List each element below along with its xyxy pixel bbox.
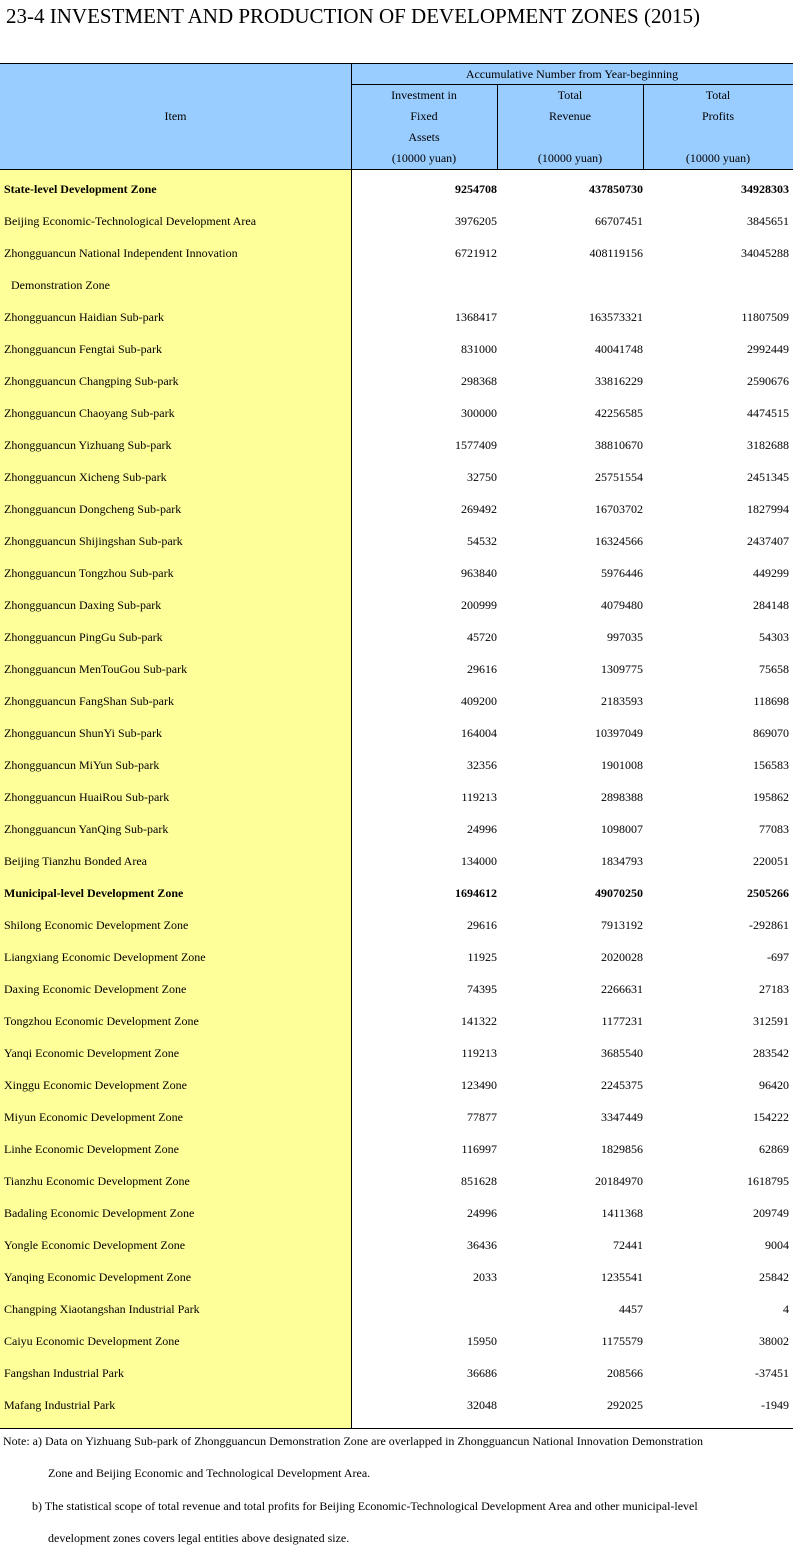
table-row [0, 589, 793, 621]
row-value-2: 3685540 [601, 1046, 643, 1060]
row-item-label: Fangshan Industrial Park [4, 1366, 124, 1380]
header-col1-line4: (10000 yuan) [391, 151, 457, 165]
row-item-label: Zhongguancun Haidian Sub-park [4, 310, 164, 324]
row-value-1: 32048 [467, 1398, 497, 1412]
header-col1-line2: Fixed [410, 109, 438, 123]
row-item-label: Demonstration Zone [11, 278, 110, 292]
row-value-2: 1411368 [601, 1206, 643, 1220]
row-value-1: 24996 [467, 822, 497, 836]
row-value-3: 11807509 [741, 310, 789, 324]
header-col2-line2: Revenue [549, 109, 591, 123]
header-col3-line1: Total [705, 88, 731, 102]
row-item-label: Zhongguancun Chaoyang Sub-park [4, 406, 175, 420]
row-value-1: 2033 [473, 1270, 497, 1284]
row-value-3: 62869 [759, 1142, 789, 1156]
row-value-1: 134000 [461, 854, 497, 868]
page-title: 23-4 INVESTMENT AND PRODUCTION OF DEVELOPMENT ZONES (2015) [6, 4, 700, 28]
row-value-1: 409200 [461, 694, 497, 708]
row-value-1: 298368 [461, 374, 497, 388]
table-row [0, 525, 793, 557]
row-value-2: 1309775 [601, 662, 643, 676]
table-row [0, 1133, 793, 1165]
table-row [0, 1389, 793, 1421]
row-value-2: 1177231 [601, 1014, 643, 1028]
row-value-1: 24996 [467, 1206, 497, 1220]
row-value-2: 5976446 [601, 566, 643, 580]
row-value-1: 851628 [461, 1174, 497, 1188]
table-row [0, 1229, 793, 1261]
header-group-label: Accumulative Number from Year-beginning [465, 67, 679, 81]
row-value-1: 164004 [461, 726, 497, 740]
row-value-1: 74395 [467, 982, 497, 996]
row-value-1: 45720 [467, 630, 497, 644]
note-b-line2: development zones covers legal entities above designated size. [48, 1531, 350, 1545]
row-value-1: 963840 [461, 566, 497, 580]
row-item-label: Daxing Economic Development Zone [4, 982, 187, 996]
row-value-3: 9004 [765, 1238, 789, 1252]
row-value-1: 1577409 [455, 438, 497, 452]
row-item-label: State-level Development Zone [4, 182, 157, 196]
row-item-label: Zhongguancun ShunYi Sub-park [4, 726, 162, 740]
header-col2-line3: (10000 yuan) [537, 151, 603, 165]
row-value-3: 38002 [759, 1334, 789, 1348]
row-value-1: 29616 [467, 918, 497, 932]
row-value-1: 32750 [467, 470, 497, 484]
row-value-3: 27183 [759, 982, 789, 996]
rule-group [351, 84, 793, 85]
row-item-label: Zhongguancun Dongcheng Sub-park [4, 502, 182, 516]
row-value-3: 312591 [753, 1014, 789, 1028]
row-value-2: 3347449 [601, 1110, 643, 1124]
row-value-1: 200999 [461, 598, 497, 612]
row-value-2: 163573321 [589, 310, 643, 324]
row-item-label: Miyun Economic Development Zone [4, 1110, 183, 1124]
row-value-2: 437850730 [589, 182, 643, 196]
row-value-1: 15950 [467, 1334, 497, 1348]
row-item-label: Zhongguancun Tongzhou Sub-park [4, 566, 174, 580]
table-row [0, 877, 793, 909]
row-value-1: 300000 [461, 406, 497, 420]
row-item-label: Caiyu Economic Development Zone [4, 1334, 180, 1348]
row-value-1: 269492 [461, 502, 497, 516]
row-value-2: 2245375 [601, 1078, 643, 1092]
row-value-3: 4474515 [747, 406, 789, 420]
table-row [0, 845, 793, 877]
row-value-3: 3845651 [747, 214, 789, 228]
row-value-3: 54303 [759, 630, 789, 644]
row-value-3: 284148 [753, 598, 789, 612]
row-item-label: Badaling Economic Development Zone [4, 1206, 195, 1220]
row-item-label: Zhongguancun MenTouGou Sub-park [4, 662, 188, 676]
table-row [0, 397, 793, 429]
row-value-2: 33816229 [595, 374, 643, 388]
row-item-label: Zhongguancun Changping Sub-park [4, 374, 179, 388]
row-value-3: 449299 [753, 566, 789, 580]
row-value-3: 118698 [753, 694, 789, 708]
row-value-3: 34928303 [741, 182, 789, 196]
table-row [0, 1293, 793, 1325]
table-row [0, 1197, 793, 1229]
row-value-1: 77877 [467, 1110, 497, 1124]
table-row [0, 269, 793, 301]
table-row [0, 813, 793, 845]
header-col3-line3: (10000 yuan) [685, 151, 751, 165]
row-value-3: 2992449 [747, 342, 789, 356]
row-item-label: Zhongguancun MiYun Sub-park [4, 758, 160, 772]
row-value-1: 54532 [467, 534, 497, 548]
row-item-label: Municipal-level Development Zone [4, 886, 184, 900]
row-value-1: 1694612 [455, 886, 497, 900]
row-value-1: 123490 [461, 1078, 497, 1092]
note-a-line2: Zone and Beijing Economic and Technological Development Area. [48, 1466, 371, 1480]
row-value-1: 3976205 [455, 214, 497, 228]
header-col2-line1: Total [557, 88, 583, 102]
row-value-2: 997035 [607, 630, 643, 644]
row-item-label: Yanqi Economic Development Zone [4, 1046, 180, 1060]
row-value-2: 208566 [607, 1366, 643, 1380]
row-item-label: Zhongguancun Xicheng Sub-park [4, 470, 167, 484]
row-value-2: 7913192 [601, 918, 643, 932]
row-value-1: 119213 [461, 790, 497, 804]
row-value-2: 2266631 [601, 982, 643, 996]
row-item-label: Zhongguancun Daxing Sub-park [4, 598, 162, 612]
row-value-2: 10397049 [595, 726, 643, 740]
table-row [0, 653, 793, 685]
header-col2 [497, 85, 643, 169]
row-item-label: Mafang Industrial Park [4, 1398, 116, 1412]
table-row [0, 685, 793, 717]
row-value-2: 2898388 [601, 790, 643, 804]
row-value-2: 66707451 [595, 214, 643, 228]
row-value-3: -292861 [749, 918, 789, 932]
row-item-label: Zhongguancun PingGu Sub-park [4, 630, 163, 644]
rule-col-divider-1 [497, 84, 498, 169]
row-value-3: 77083 [759, 822, 789, 836]
row-value-2: 408119156 [589, 246, 643, 260]
table-row [0, 237, 793, 269]
row-item-label: Liangxiang Economic Development Zone [4, 950, 206, 964]
table-row [0, 1069, 793, 1101]
table-row [0, 621, 793, 653]
header-col1-line1: Investment in [391, 88, 457, 102]
row-item-label: Xinggu Economic Development Zone [4, 1078, 187, 1092]
header-col3 [643, 85, 793, 169]
row-value-2: 25751554 [595, 470, 643, 484]
rule-top [0, 63, 793, 64]
row-value-3: 3182688 [747, 438, 789, 452]
row-value-2: 1235541 [601, 1270, 643, 1284]
row-item-label: Yanqing Economic Development Zone [4, 1270, 192, 1284]
row-value-3: 869070 [753, 726, 789, 740]
header-item-label: Item [164, 109, 187, 123]
row-value-1: 141322 [461, 1014, 497, 1028]
row-value-1: 11925 [467, 950, 497, 964]
row-value-1: 831000 [461, 342, 497, 356]
table-row [0, 205, 793, 237]
table-row [0, 461, 793, 493]
row-item-label: Linhe Economic Development Zone [4, 1142, 179, 1156]
row-item-label: Zhongguancun HuaiRou Sub-park [4, 790, 170, 804]
row-value-1: 1368417 [455, 310, 497, 324]
row-value-1: 29616 [467, 662, 497, 676]
rule-bottom [0, 1428, 793, 1429]
note-b-line1: b) The statistical scope of total revenue and total profits for Beijing Economic-Technological Development Area and other municipal-level [32, 1499, 698, 1513]
table-row [0, 493, 793, 525]
header-col3-line2: Profits [701, 109, 734, 123]
row-value-2: 1098007 [601, 822, 643, 836]
row-value-1: 36686 [467, 1366, 497, 1380]
row-value-2: 38810670 [595, 438, 643, 452]
row-value-3: 4 [783, 1302, 789, 1316]
table-row [0, 1037, 793, 1069]
row-value-3: 25842 [759, 1270, 789, 1284]
rule-header-bottom [0, 169, 793, 170]
table-row [0, 429, 793, 461]
row-value-2: 1175579 [601, 1334, 643, 1348]
row-value-2: 72441 [613, 1238, 643, 1252]
table-row [0, 1165, 793, 1197]
header-col1-line3: Assets [408, 130, 440, 144]
table-row [0, 333, 793, 365]
table-row [0, 173, 793, 205]
row-value-2: 49070250 [595, 886, 643, 900]
row-value-3: 2451345 [747, 470, 789, 484]
table-row [0, 717, 793, 749]
row-value-3: 209749 [753, 1206, 789, 1220]
row-value-2: 1829856 [601, 1142, 643, 1156]
row-value-3: 195862 [753, 790, 789, 804]
row-value-2: 2020028 [601, 950, 643, 964]
row-item-label: Zhongguancun Shijingshan Sub-park [4, 534, 183, 548]
row-item-label: Changping Xiaotangshan Industrial Park [4, 1302, 200, 1316]
row-value-3: -37451 [755, 1366, 789, 1380]
row-value-2: 16324566 [595, 534, 643, 548]
table-row [0, 909, 793, 941]
row-value-2: 20184970 [595, 1174, 643, 1188]
row-value-3: 34045288 [741, 246, 789, 260]
row-value-2: 292025 [607, 1398, 643, 1412]
row-item-label: Beijing Economic-Technological Development Area [4, 214, 257, 228]
row-value-2: 42256585 [595, 406, 643, 420]
rule-col-divider-2 [643, 84, 644, 169]
row-value-3: 154222 [753, 1110, 789, 1124]
row-value-1: 6721912 [455, 246, 497, 260]
table-row [0, 301, 793, 333]
table-row [0, 1005, 793, 1037]
table-row [0, 749, 793, 781]
row-item-label: Zhongguancun Fengtai Sub-park [4, 342, 162, 356]
row-item-label: Zhongguancun FangShan Sub-park [4, 694, 174, 708]
table-row [0, 1325, 793, 1357]
row-value-3: 283542 [753, 1046, 789, 1060]
table-row [0, 1261, 793, 1293]
row-value-3: -1949 [761, 1398, 789, 1412]
row-item-label: Zhongguancun National Independent Innovation [4, 246, 238, 260]
table-row [0, 1357, 793, 1389]
row-value-3: 2505266 [747, 886, 789, 900]
row-value-2: 2183593 [601, 694, 643, 708]
row-item-label: Zhongguancun YanQing Sub-park [4, 822, 169, 836]
note-a-line1: Note: a) Data on Yizhuang Sub-park of Zhongguancun Demonstration Zone are overlapped in Zhongguancun National Innovation Demonstration [3, 1434, 704, 1448]
row-value-1: 119213 [461, 1046, 497, 1060]
row-item-label: Tianzhu Economic Development Zone [4, 1174, 190, 1188]
row-value-1: 9254708 [455, 182, 497, 196]
row-value-3: 2437407 [747, 534, 789, 548]
row-value-2: 4079480 [601, 598, 643, 612]
row-value-3: 75658 [759, 662, 789, 676]
row-value-1: 36436 [467, 1238, 497, 1252]
row-value-1: 32356 [467, 758, 497, 772]
row-value-2: 40041748 [595, 342, 643, 356]
row-item-label: Shilong Economic Development Zone [4, 918, 189, 932]
table-row [0, 1101, 793, 1133]
row-value-2: 4457 [619, 1302, 643, 1316]
row-value-2: 16703702 [595, 502, 643, 516]
row-value-3: 156583 [753, 758, 789, 772]
table-row [0, 941, 793, 973]
row-value-3: 96420 [759, 1078, 789, 1092]
row-value-3: 2590676 [747, 374, 789, 388]
table-row [0, 557, 793, 589]
row-value-2: 1834793 [601, 854, 643, 868]
row-value-1: 116997 [461, 1142, 497, 1156]
row-item-label: Zhongguancun Yizhuang Sub-park [4, 438, 172, 452]
row-value-3: 1827994 [747, 502, 789, 516]
row-item-label: Tongzhou Economic Development Zone [4, 1014, 199, 1028]
row-item-label: Yongle Economic Development Zone [4, 1238, 186, 1252]
header-col1 [351, 85, 497, 169]
row-value-3: 220051 [753, 854, 789, 868]
row-value-3: 1618795 [747, 1174, 789, 1188]
row-item-label: Beijing Tianzhu Bonded Area [4, 854, 147, 868]
table-row [0, 365, 793, 397]
table-row [0, 973, 793, 1005]
row-value-3: -697 [767, 950, 789, 964]
table-row [0, 781, 793, 813]
row-value-2: 1901008 [601, 758, 643, 772]
